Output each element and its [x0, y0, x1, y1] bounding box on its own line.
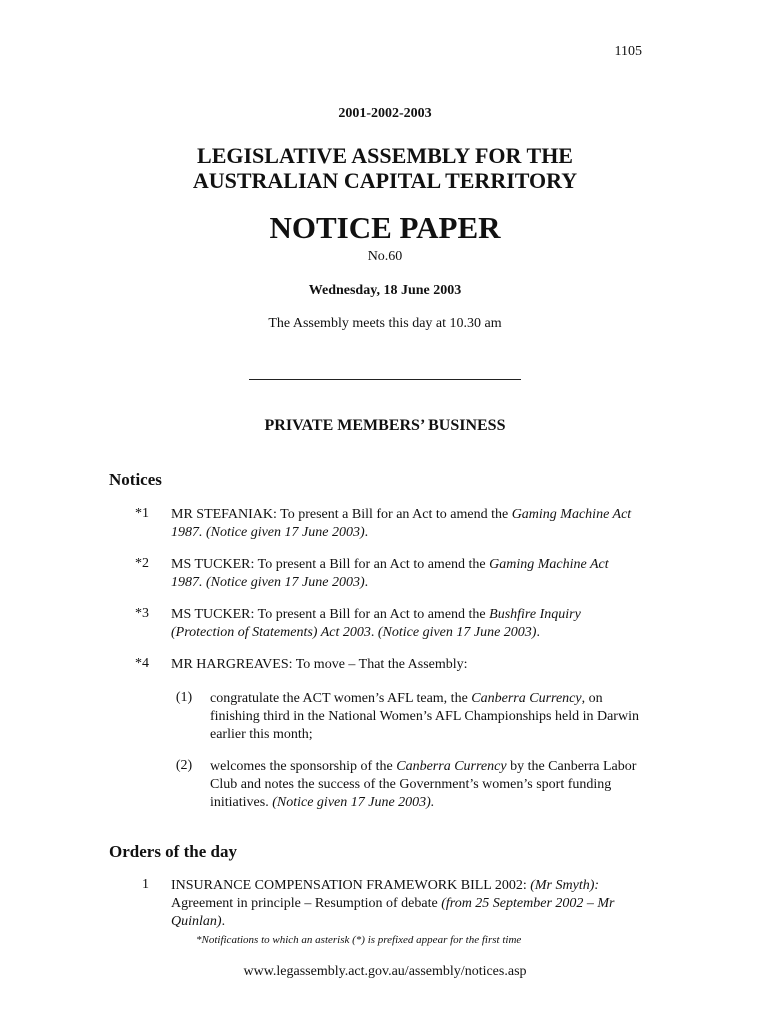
- notice-number: *3: [135, 606, 149, 621]
- assembly-name-line-2: AUSTRALIAN CAPITAL TERRITORY: [192, 168, 578, 193]
- order-number: 1: [142, 877, 149, 892]
- notice-text: MS TUCKER: To present a Bill for an Act to amend the Bushfire Inquiry (Protection of Statements) Act 2003. (Notice given 17 June 2003).: [171, 607, 581, 640]
- notice-number: *4: [135, 656, 149, 671]
- section-heading: PRIVATE MEMBERS’ BUSINESS: [264, 417, 506, 434]
- paper-number: No.60: [367, 249, 403, 264]
- notices-heading: Notices: [109, 470, 162, 489]
- subitem-text: welcomes the sponsorship of the Canberra Currency by the Canberra Labor Club and notes the success of the Government’s women’s sport funding initiatives. (Notice given 17 June 2003).: [210, 759, 637, 810]
- page-number: 1105: [614, 44, 642, 59]
- assembly-name-line-1: LEGISLATIVE ASSEMBLY FOR THE: [197, 143, 573, 168]
- website-url[interactable]: www.legassembly.act.gov.au/assembly/notices.asp: [243, 964, 527, 979]
- notice-number: *2: [135, 556, 149, 571]
- subitem-number: (1): [175, 690, 193, 705]
- sitting-date: Wednesday, 18 June 2003: [308, 283, 462, 298]
- session-years: 2001-2002-2003: [338, 106, 432, 121]
- orders-heading: Orders of the day: [109, 842, 237, 861]
- notice-text: MS TUCKER: To present a Bill for an Act to amend the Gaming Machine Act 1987. (Notice given 17 June 2003).: [171, 557, 609, 590]
- document-title: NOTICE PAPER: [269, 210, 501, 245]
- footnote: *Notifications to which an asterisk (*) is prefixed appear for the first time: [196, 934, 522, 946]
- meeting-time: The Assembly meets this day at 10.30 am: [268, 316, 502, 331]
- notice-number: *1: [135, 506, 149, 521]
- subitem-text: congratulate the ACT women’s AFL team, the Canberra Currency, on finishing third in the National Women’s AFL Championships held in Darwin earlier this month;: [210, 691, 639, 742]
- notice-text: MR STEFANIAK: To present a Bill for an Act to amend the Gaming Machine Act 1987. (Notice given 17 June 2003).: [171, 507, 632, 540]
- assembly-name: [0, 143, 770, 193]
- subitem-number: (2): [175, 758, 193, 773]
- notice-text: MR HARGREAVES: To move – That the Assembly:: [171, 657, 468, 672]
- order-text: INSURANCE COMPENSATION FRAMEWORK BILL 2002: (Mr Smyth): Agreement in principle – Resumption of debate (from 25 September 2002 – Mr Quinlan).: [171, 878, 615, 929]
- divider: [249, 379, 521, 380]
